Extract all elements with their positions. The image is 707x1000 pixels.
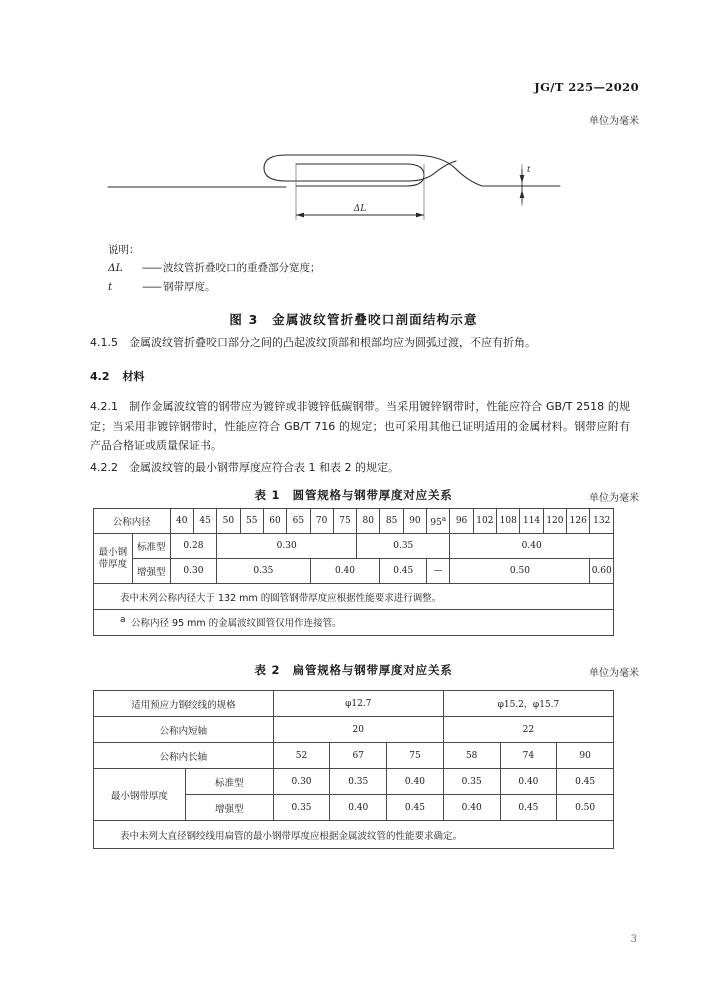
unit-note-table-2: 单位为毫米 (589, 668, 639, 679)
table-1-diameter-cell: 126 (567, 509, 590, 534)
table-2-standard-thickness-cell: 0.35 (443, 769, 500, 795)
table-1-reinforced-thickness-cell: 0.35 (217, 559, 310, 584)
clause-4-1-5 (90, 333, 630, 353)
table-2-standard-thickness-cell: 0.35 (330, 769, 387, 795)
section-4-2-number: 4.2 (90, 370, 110, 383)
table-2-minor-axis-cell: 22 (443, 717, 613, 743)
clause-4-2-1-number: 4.2.1 (90, 400, 118, 413)
figure-key-text-delta-l: 波纹管折叠咬口的重叠部分宽度； (163, 262, 321, 275)
table-1-note-1: 表中未列公称内径大于 132 mm 的圆管钢带厚度应根据性能要求进行调整。 (94, 584, 614, 610)
table-2-reinforced-thickness-cell: 0.45 (500, 795, 557, 821)
table-1-diameter-cell: 96 (450, 509, 473, 534)
figure-key-dash-0: —— (142, 262, 161, 275)
table-row (94, 769, 614, 795)
table-1-reinforced-thickness-cell: 0.40 (310, 559, 380, 584)
table-1-note-2: a 公称内径 95 mm 的金属波纹圆管仅用作连接管。 (94, 610, 614, 636)
table-2-header-minor-axis: 公称内短轴 (94, 717, 274, 743)
table-1-header-min-thickness: 最小钢 带厚度 (94, 534, 133, 584)
clause-4-2-2-number: 4.2.2 (90, 461, 118, 474)
figure-key-item-delta-l (108, 259, 538, 277)
table-1-round-duct-specs (93, 508, 614, 636)
clause-4-2-1 (90, 397, 630, 456)
table-1-diameter-cell: 40 (170, 509, 193, 534)
table-2-minor-axis-cell: 20 (273, 717, 443, 743)
table-2-reinforced-thickness-cell: 0.40 (443, 795, 500, 821)
table-2-major-axis-cell: 67 (330, 743, 387, 769)
section-4-2-title: 材料 (122, 370, 145, 383)
table-2-major-axis-cell: 52 (273, 743, 330, 769)
figure-dimension-t-label: t (527, 165, 531, 175)
figure-dimension-delta-l-label: ΔL (353, 204, 367, 214)
clause-4-1-5-number: 4.1.5 (90, 336, 118, 349)
table-2-standard-thickness-cell: 0.40 (500, 769, 557, 795)
unit-note-table-1: 单位为毫米 (589, 493, 639, 504)
figure-key (108, 241, 538, 296)
table-1-reinforced-thickness-cell: — (427, 559, 450, 584)
table-row (94, 743, 614, 769)
table-1-diameter-cell: 60 (263, 509, 286, 534)
table-1-caption: 表 1 圆管规格与钢带厚度对应关系 (254, 488, 453, 502)
table-1-reinforced-thickness-cell: 0.45 (380, 559, 427, 584)
table-2-standard-thickness-cell: 0.30 (273, 769, 330, 795)
table-2-reinforced-thickness-cell: 0.45 (387, 795, 444, 821)
figure-key-heading: 说明： (108, 244, 140, 256)
table-1-diameter-cell: 50 (217, 509, 240, 534)
table-1-diameter-cell: 90 (403, 509, 426, 534)
figure-key-symbol-t: t (108, 280, 113, 293)
table-2-header-min-thickness: 最小钢带厚度 (94, 769, 186, 821)
table-1-type-reinforced: 增强型 (132, 559, 170, 584)
table-2-type-reinforced: 增强型 (185, 795, 273, 821)
table-1-standard-thickness-cell: 0.30 (217, 534, 357, 559)
table-2-major-axis-cell: 90 (557, 743, 614, 769)
table-1-reinforced-thickness-cell: 0.30 (170, 559, 217, 584)
table-1-diameter-cell: 95$^a$ (427, 509, 450, 534)
table-2-strand-spec-cell: φ12.7 (273, 691, 443, 717)
table-1-reinforced-thickness-cell: 0.60 (590, 559, 614, 584)
table-1-diameter-cell: 55 (240, 509, 263, 534)
clause-4-1-5-text: 金属波纹管折叠咬口部分之间的凸起波纹顶部和根部均应为圆弧过渡，不应有折角。 (129, 336, 536, 349)
table-1-diameter-cell: 45 (193, 509, 216, 534)
table-1-diameter-cell: 75 (333, 509, 356, 534)
table-1-diameter-cell: 70 (310, 509, 333, 534)
clause-4-2-2 (90, 458, 630, 478)
table-2-major-axis-cell: 75 (387, 743, 444, 769)
standard-number: JG/T 225—2020 (534, 80, 639, 94)
table-1-diameter-cell: 132 (590, 509, 614, 534)
clause-4-2-2-text: 金属波纹管的最小钢带厚度应符合表 1 和表 2 的规定。 (129, 461, 399, 474)
table-row (94, 584, 614, 610)
table-2-reinforced-thickness-cell: 0.40 (330, 795, 387, 821)
table-2-standard-thickness-cell: 0.40 (387, 769, 444, 795)
figure-key-text-t: 钢带厚度。 (163, 280, 216, 293)
figure-3-caption: 图 3 金属波纹管折叠咬口剖面结构示意 (229, 312, 478, 327)
unit-note-figure: 单位为毫米 (589, 116, 639, 127)
clause-4-2-1-text: 制作金属波纹管的钢带应为镀锌或非镀锌低碳钢带。当采用镀锌钢带时，性能应符合 GB/T 2518 的规定；当采用非镀锌钢带时，性能应符合 GB/T 716 的规定；也可采用其他已证明适用的金属材料。钢带应附有产品合格证或质量保证书。 (90, 400, 630, 453)
table-2-caption: 表 2 扁管规格与钢带厚度对应关系 (254, 663, 453, 677)
table-1-diameter-cell: 102 (473, 509, 496, 534)
table-2-strand-spec-cell: φ15.2，φ15.7 (443, 691, 613, 717)
table-2-note-1: 表中未列大直径钢绞线用扁管的最小钢带厚度应根据金属波纹管的性能要求确定。 (94, 821, 614, 849)
table-2-reinforced-thickness-cell: 0.50 (557, 795, 614, 821)
figure-key-item-t (108, 278, 538, 296)
table-2-major-axis-cell: 58 (443, 743, 500, 769)
table-1-type-standard: 标准型 (132, 534, 170, 559)
table-row (94, 534, 614, 559)
table-1-diameter-cell: 120 (543, 509, 566, 534)
table-1-standard-thickness-cell: 0.35 (357, 534, 450, 559)
figure-key-symbol-delta-l: ΔL (108, 262, 123, 275)
table-row (94, 509, 614, 534)
table-row (94, 559, 614, 584)
table-2-header-strand-spec: 适用预应力钢绞线的规格 (94, 691, 274, 717)
table-1-diameter-cell: 108 (497, 509, 520, 534)
table-1-header-nominal-diameter: 公称内径 (94, 509, 171, 534)
figure-key-dash-1: —— (142, 280, 161, 293)
table-row (94, 717, 614, 743)
page-number: 3 (630, 934, 637, 945)
table-2-standard-thickness-cell: 0.45 (557, 769, 614, 795)
table-1-diameter-cell: 114 (520, 509, 543, 534)
table-1-reinforced-thickness-cell: 0.50 (450, 559, 590, 584)
table-2-header-major-axis: 公称内长轴 (94, 743, 274, 769)
table-1-diameter-cell: 85 (380, 509, 403, 534)
table-2-reinforced-thickness-cell: 0.35 (273, 795, 330, 821)
table-row (94, 821, 614, 849)
table-2-type-standard: 标准型 (185, 769, 273, 795)
section-4-2-heading (90, 367, 630, 387)
figure-3-drawing (90, 128, 630, 236)
table-2-flat-duct-specs (93, 690, 614, 849)
table-1-standard-thickness-cell: 0.40 (450, 534, 614, 559)
table-row (94, 691, 614, 717)
table-1-diameter-cell: 80 (357, 509, 380, 534)
table-2-major-axis-cell: 74 (500, 743, 557, 769)
table-row (94, 610, 614, 636)
table-1-standard-thickness-cell: 0.28 (170, 534, 217, 559)
table-1-diameter-cell: 65 (287, 509, 310, 534)
